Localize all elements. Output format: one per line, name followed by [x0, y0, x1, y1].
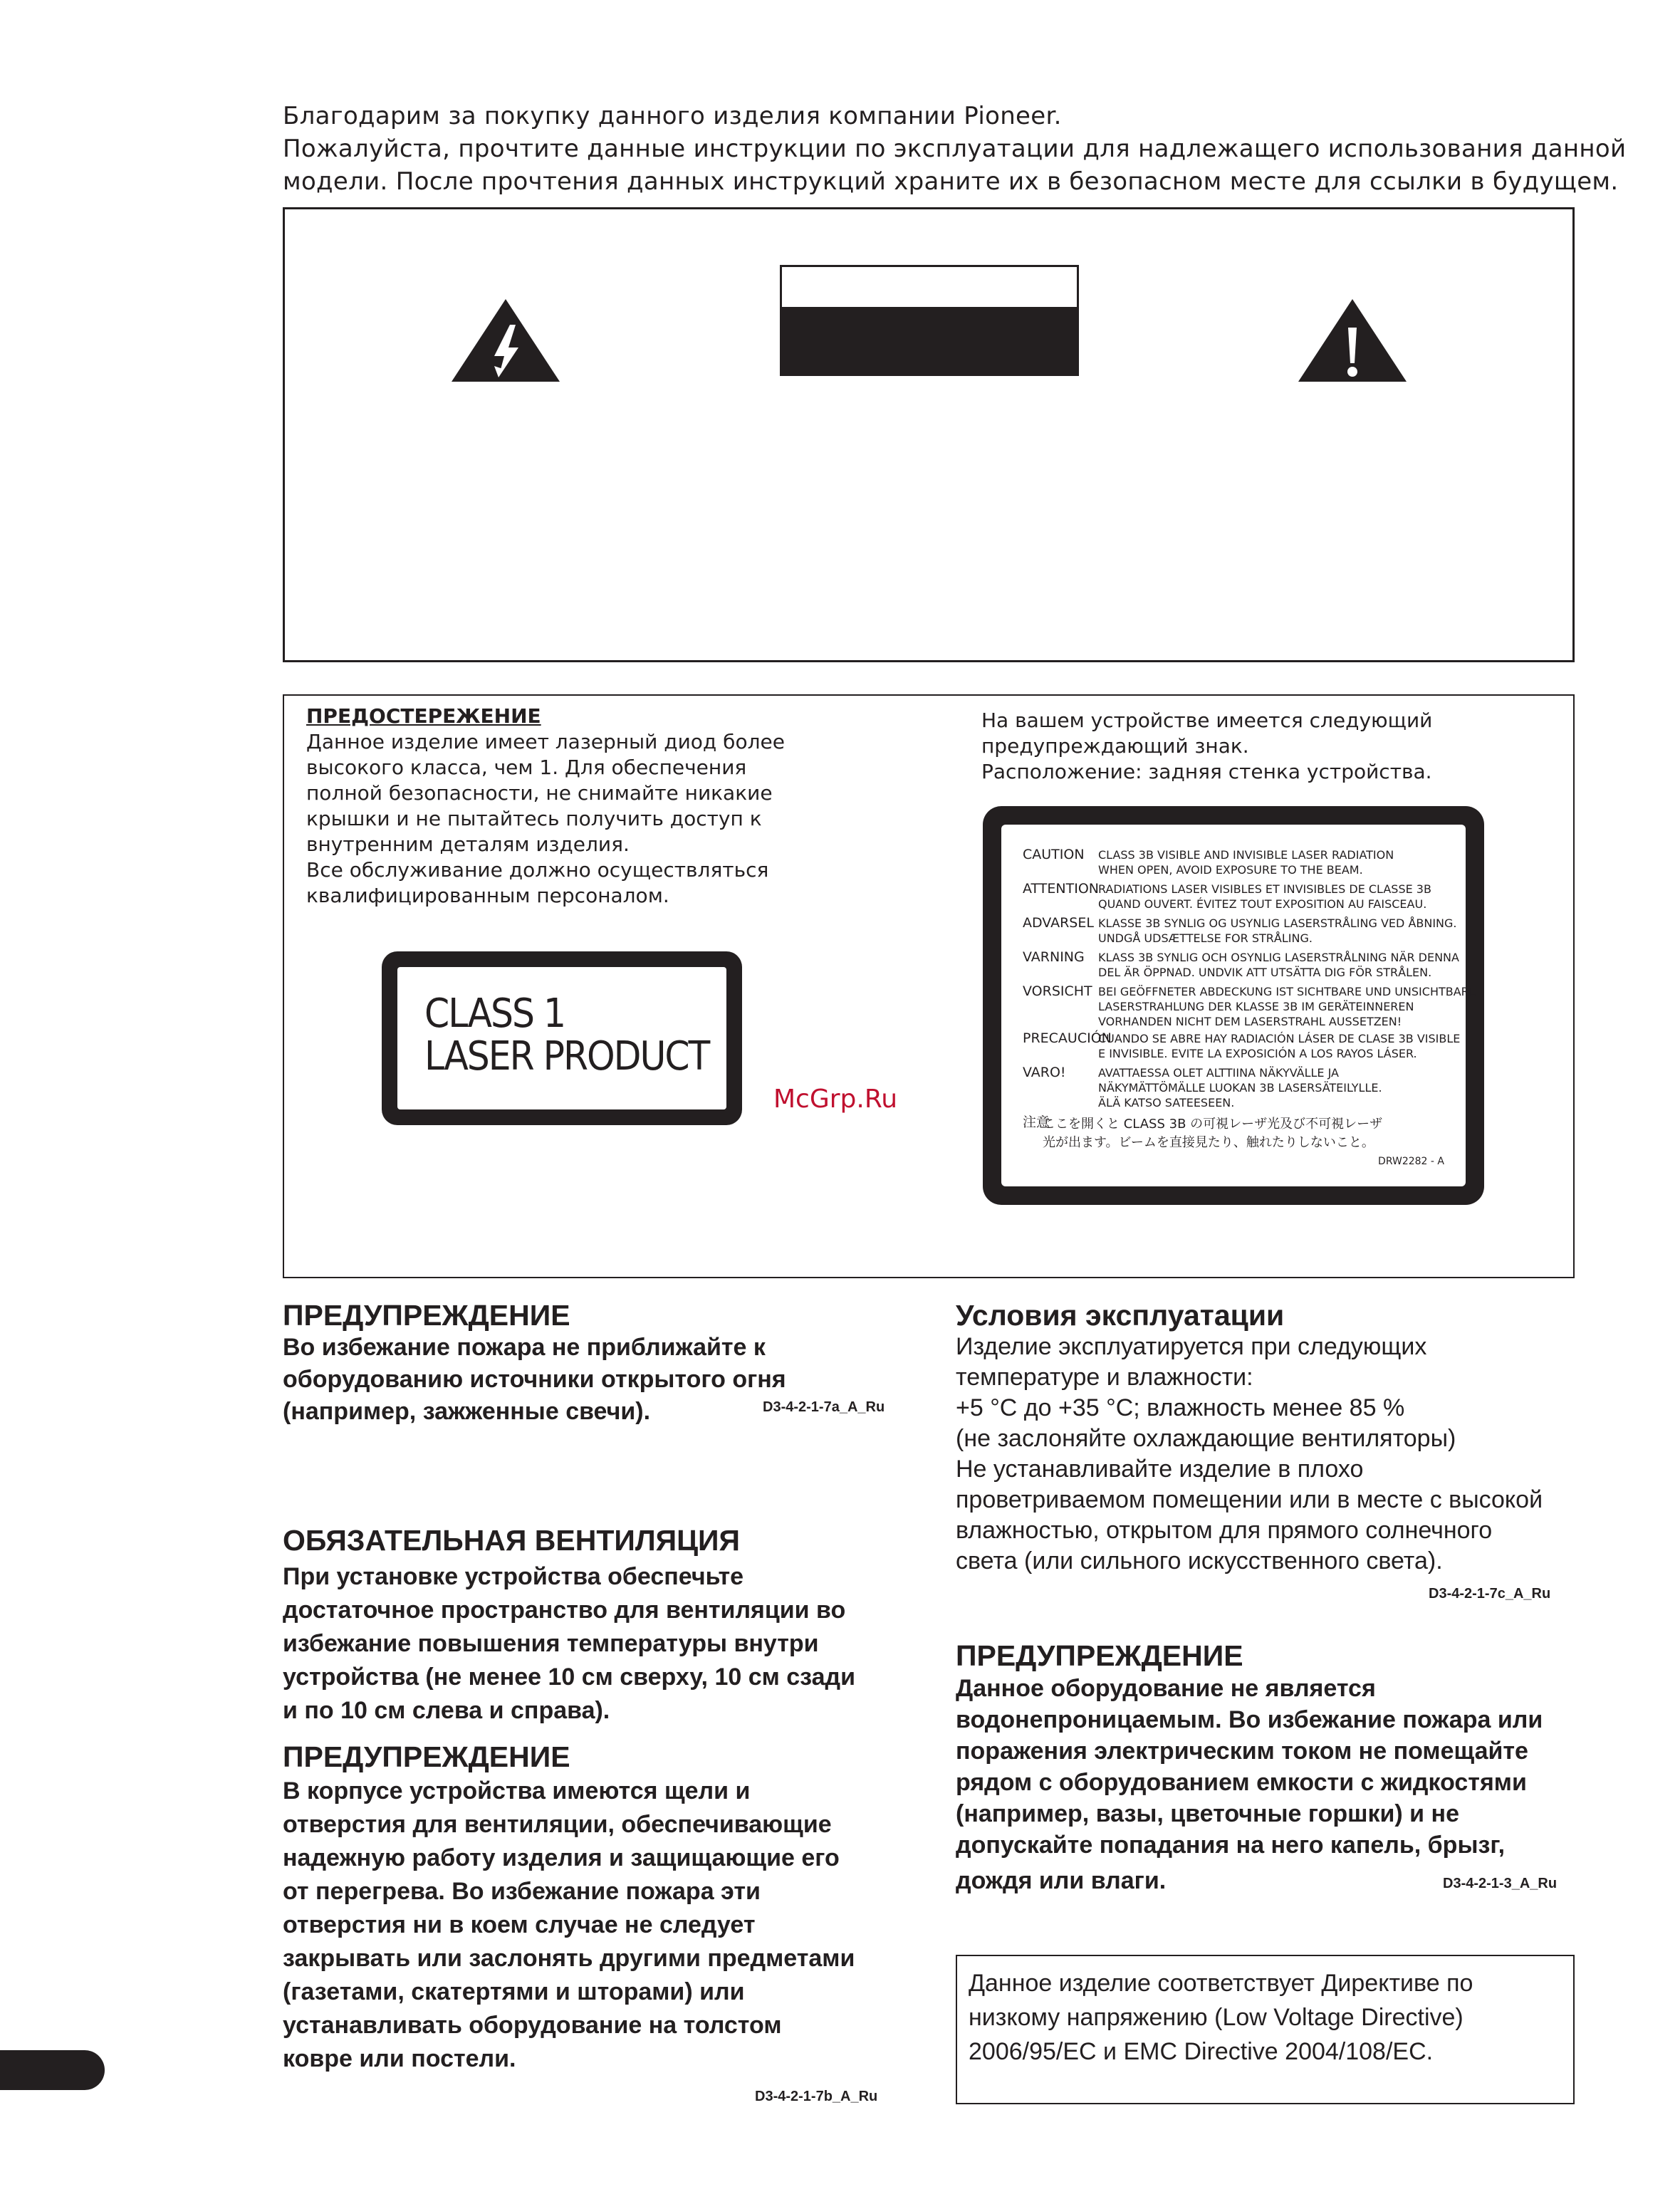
- laser-label-text: 光が出ます。ビームを直接見たり、触れたりしないこと。: [1043, 1135, 1374, 1150]
- text-line: рядом с оборудованием емкости с жидкостями: [956, 1769, 1527, 1796]
- laser-label-text: RADIATIONS LASER VISIBLES ET INVISIBLES DE CLASSE 3B: [1098, 882, 1431, 896]
- laser-label-text: E INVISIBLE. EVITE LA EXPOSICIÓN A LOS RAYOS LÁSER.: [1098, 1047, 1417, 1060]
- laser-label-text: KLASSE 3B SYNLIG OG USYNLIG LASERSTRÅLING VED ÅBNING.: [1098, 916, 1457, 930]
- intro-text: [283, 100, 1627, 198]
- text-line: При установке устройства обеспечьте: [283, 1563, 744, 1590]
- ventilation-body: [283, 1560, 924, 1728]
- text-line: Данное изделие соответствует Директиве по: [969, 1970, 1473, 1997]
- laser-caution-body: [306, 729, 805, 909]
- laser-label-text: AVATTAESSA OLET ALTTIINA NÄKYVÄLLE JA: [1098, 1066, 1339, 1080]
- warning-openings-body: [283, 1775, 924, 2076]
- laser-label-heading: ADVARSEL: [1023, 915, 1094, 931]
- text-line: допускайте попадания на него капель, брызг,: [956, 1832, 1506, 1859]
- warning-fire-title: ПРЕДУПРЕЖДЕНИЕ: [283, 1299, 570, 1332]
- laser-label-heading: CAUTION: [1023, 847, 1085, 862]
- text-line: (например, зажженные свечи).: [283, 1398, 651, 1425]
- laser-label-text: ÄLÄ KATSO SATEESEEN.: [1098, 1096, 1235, 1109]
- text-line: Во избежание пожара не приближайте к: [283, 1334, 766, 1361]
- text-line: и по 10 см слева и справа).: [283, 1697, 610, 1724]
- text-line: водонепроницаемым. Во избежание пожара или: [956, 1706, 1543, 1733]
- laser-label-text: UNDGÅ UDSÆTTELSE FOR STRÅLING.: [1098, 931, 1313, 945]
- text-line: низкому напряжению (Low Voltage Directive): [969, 2004, 1464, 2031]
- text-line: полной безопасности, не снимайте никакие: [306, 781, 773, 805]
- text-line: В корпусе устройства имеются щели и: [283, 1777, 751, 1805]
- text-line: На вашем устройстве имеется следующий: [981, 709, 1433, 732]
- text-line: Расположение: задняя стенка устройства.: [981, 760, 1432, 783]
- warning-sign-info: [981, 708, 1551, 785]
- text-line: закрывать или заслонять другими предметами: [283, 1945, 855, 1972]
- operating-title: Условия эксплуатации: [956, 1299, 1285, 1332]
- laser-label-heading: PRECAUCIÓN: [1023, 1030, 1112, 1046]
- laser-label-text: KLASS 3B SYNLIG OCH OSYNLIG LASERSTRÅLNING NÄR DENNA: [1098, 951, 1459, 964]
- text-line: достаточное пространство для вентиляции во: [283, 1597, 846, 1624]
- exclamation-warning-icon: [1297, 298, 1408, 383]
- ventilation-title: ОБЯЗАТЕЛЬНАЯ ВЕНТИЛЯЦИЯ: [283, 1524, 740, 1557]
- text-line: Данное изделие имеет лазерный диод более: [306, 730, 785, 753]
- text-line: от перегрева. Во избежание пожара эти: [283, 1878, 761, 1905]
- code-label: D3-4-2-1-7b_A_Ru: [755, 2089, 878, 2104]
- class3b-laser-label: [983, 806, 1484, 1205]
- laser-caution-section: [306, 704, 805, 909]
- text-line: проветриваемом помещении или в месте с высокой: [956, 1486, 1543, 1513]
- text-line: влажностью, открытом для прямого солнечного: [956, 1517, 1493, 1544]
- laser-label-heading: VARNING: [1023, 949, 1085, 965]
- lightning-warning-icon: [450, 298, 561, 383]
- class1-laser-label: [382, 951, 742, 1125]
- laser-label-text: NÄKYMÄTTÖMÄLLE LUOKAN 3B LASERSÄTEILYLLE.: [1098, 1081, 1382, 1095]
- laser-label-heading: VORSICHT: [1023, 983, 1092, 999]
- text-line: крышки и не пытайтесь получить доступ к: [306, 807, 762, 830]
- laser-label-text: VORHANDEN NICHT DEM LASERSTRAHL AUSSETZEN!: [1098, 1015, 1402, 1028]
- text-line: (газетами, скатертями и шторами) или: [283, 1978, 745, 2005]
- text-line: высокого класса, чем 1. Для обеспечения: [306, 756, 747, 779]
- text-line: Данное оборудование не является: [956, 1675, 1376, 1702]
- laser-label-text: DEL ÄR ÖPPNAD. UNDVIK ATT UTSÄTTA DIG FÖR STRÅLEN.: [1098, 966, 1432, 979]
- intro-line: Пожалуйста, прочтите данные инструкции по эксплуатации для надлежащего использования данной: [283, 135, 1627, 163]
- text-line: предупреждающий знак.: [981, 734, 1249, 758]
- text-line: (не заслоняйте охлаждающие вентиляторы): [956, 1425, 1456, 1452]
- laser-label-heading: VARO!: [1023, 1065, 1066, 1080]
- laser-label-text: BEI GEÖFFNETER ABDECKUNG IST SICHTBARE UND UNSICHTBARE: [1098, 985, 1476, 998]
- text-line: поражения электрическим током не помещайте: [956, 1738, 1528, 1765]
- text-line: отверстия для вентиляции, обеспечивающие: [283, 1811, 832, 1838]
- warning-water-body: [956, 1673, 1590, 1896]
- text-line: оборудованию источники открытого огня: [283, 1366, 786, 1393]
- laser-caution-title: ПРЕДОСТЕРЕЖЕНИЕ: [306, 704, 541, 728]
- code-label: D3-4-2-1-7c_A_Ru: [1429, 1586, 1551, 1602]
- operating-body: [956, 1332, 1582, 1577]
- laser-label-text: CLASS 3B VISIBLE AND INVISIBLE LASER RADIATION: [1098, 848, 1394, 862]
- laser-label-heading: ATTENTION: [1023, 881, 1099, 897]
- caution-banner: [780, 265, 1079, 376]
- text-line: устанавливать оборудование на толстом: [283, 2012, 782, 2039]
- intro-line: Благодарим за покупку данного изделия компании Pioneer.: [283, 102, 1062, 130]
- text-line: (например, вазы, цветочные горшки) и не: [956, 1800, 1459, 1827]
- warning-water-title: ПРЕДУПРЕЖДЕНИЕ: [956, 1639, 1243, 1672]
- text-line: температуре и влажности:: [956, 1364, 1253, 1391]
- code-label: D3-4-2-1-3_A_Ru: [1443, 1876, 1558, 1891]
- text-line: дождя или влаги.: [956, 1867, 1167, 1894]
- text-line: Изделие эксплуатируется при следующих: [956, 1333, 1427, 1360]
- text-line: света (или сильного искусственного света).: [956, 1547, 1443, 1574]
- code-label: D3-4-2-1-7a_A_Ru: [763, 1399, 885, 1415]
- text-line: ковре или постели.: [283, 2045, 516, 2072]
- text-line: квалифицированным персоналом.: [306, 884, 669, 907]
- intro-line: модели. После прочтения данных инструкций храните их в безопасном месте для ссылки в будущем.: [283, 167, 1619, 196]
- text-line: надежную работу изделия и защищающие его: [283, 1844, 840, 1871]
- text-line: 2006/95/EC и EMC Directive 2004/108/EC.: [969, 2038, 1434, 2065]
- page-tab: [0, 2050, 105, 2090]
- text-line: внутренним деталям изделия.: [306, 832, 630, 856]
- laser-label-text: CUANDO SE ABRE HAY RADIACIÓN LÁSER DE CLASE 3B VISIBLE: [1098, 1032, 1461, 1045]
- text-line: Не устанавливайте изделие в плохо: [956, 1456, 1364, 1483]
- text-line: отверстия ни в коем случае не следует: [283, 1911, 756, 1938]
- laser-label-text: QUAND OUVERT. ÉVITEZ TOUT EXPOSITION AU FAISCEAU.: [1098, 897, 1427, 911]
- directive-box: [956, 1955, 1575, 2104]
- class1-line1: CLASS 1: [424, 991, 565, 1037]
- laser-label-text: WHEN OPEN, AVOID EXPOSURE TO THE BEAM.: [1098, 863, 1363, 877]
- class1-line2: LASER PRODUCT: [424, 1033, 709, 1080]
- laser-label-code: DRW2282 - A: [1378, 1156, 1444, 1167]
- text-line: Все обслуживание должно осуществляться: [306, 858, 769, 882]
- text-line: +5 °C до +35 °C; влажность менее 85 %: [956, 1394, 1405, 1421]
- text-line: устройства (не менее 10 см сверху, 10 см сзади: [283, 1664, 855, 1691]
- laser-label-heading: 注意: [1023, 1114, 1050, 1130]
- text-line: избежание повышения температуры внутри: [283, 1630, 819, 1657]
- laser-label-text: LASERSTRAHLUNG DER KLASSE 3B IM GERÄTEINNEREN: [1098, 1000, 1414, 1013]
- warning-openings-title: ПРЕДУПРЕЖДЕНИЕ: [283, 1740, 570, 1773]
- laser-label-text: ここを開くと CLASS 3B の可視レーザ光及び不可視レーザ: [1043, 1117, 1383, 1132]
- watermark: McGrp.Ru: [773, 1085, 898, 1114]
